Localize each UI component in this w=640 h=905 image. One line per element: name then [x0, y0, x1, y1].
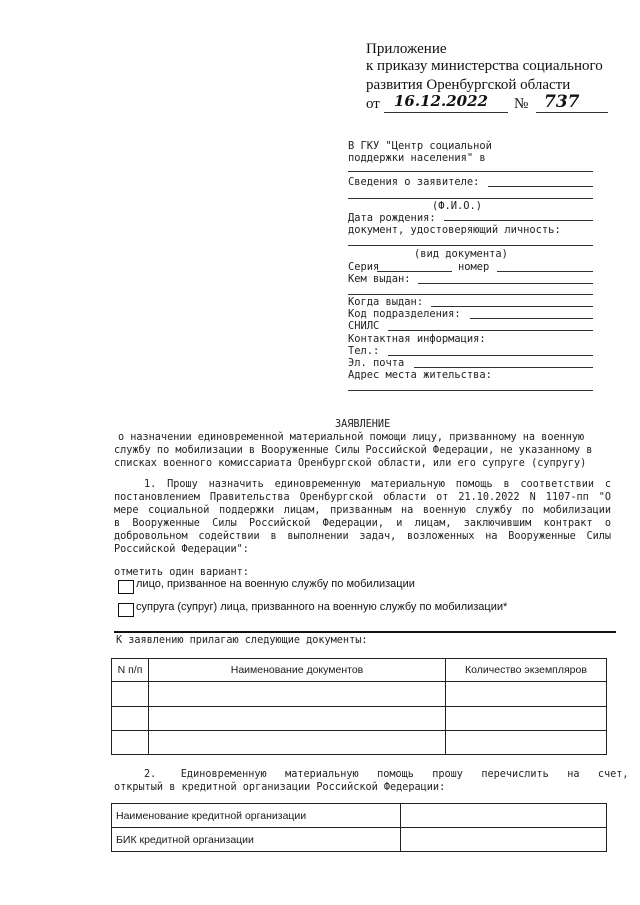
applicant-name-field	[348, 198, 593, 199]
dept-code-label: Код подразделения:	[348, 308, 461, 320]
issued-by-field-2	[348, 294, 593, 295]
paragraph1-line-1: 1. Прошу назначить единовременную материальную помощь в соответствии с	[144, 479, 611, 490]
email-label: Эл. почта	[348, 357, 405, 369]
bank-table	[111, 803, 607, 852]
recipient-line-blank	[348, 171, 593, 172]
col-number-header: N п/п	[112, 659, 149, 682]
table-row	[112, 731, 607, 755]
table-cell[interactable]	[446, 731, 607, 755]
email-field	[414, 367, 593, 368]
bank-name-label: Наименование кредитной организации	[112, 804, 401, 828]
header-line-3: развития Оренбургской области	[366, 77, 571, 93]
table-row	[112, 828, 607, 852]
option-spouse-checkbox[interactable]	[118, 603, 134, 617]
address-field	[348, 390, 593, 391]
contact-label: Контактная информация:	[348, 333, 486, 345]
paragraph1-line-2: постановлением Правительства Оренбургской области от 21.10.2022 N 1107-пп "О	[114, 492, 611, 503]
snils-field	[388, 330, 593, 331]
id-document-label: документ, удостоверяющий личность:	[348, 224, 561, 236]
order-number-prefix: №	[514, 96, 529, 112]
statement-subtitle-3: списках военного комиссариата Оренбургской области, или его супруге (супругу)	[114, 458, 587, 469]
bank-bik-value[interactable]	[401, 828, 607, 852]
order-date-handwritten: 16.12.2022	[394, 92, 488, 110]
paragraph1-line-5: добровольном содействии в выполнении задач, возложенных на Вооруженные Силы	[114, 531, 611, 542]
table-cell[interactable]	[149, 707, 446, 731]
col-doc-name-header: Наименование документов	[149, 659, 446, 682]
birth-date-field	[444, 220, 593, 221]
issued-when-field	[431, 306, 593, 307]
table-cell[interactable]	[112, 731, 149, 755]
phone-field	[388, 355, 593, 356]
number-field	[497, 271, 593, 272]
applicant-info-field	[488, 186, 593, 187]
issued-by-label: Кем выдан:	[348, 273, 411, 285]
option-mobilized-checkbox[interactable]	[118, 580, 134, 594]
order-number-handwritten: 737	[544, 92, 580, 112]
id-document-field	[348, 245, 593, 246]
section-divider	[114, 631, 616, 633]
bank-bik-label: БИК кредитной организации	[112, 828, 401, 852]
dept-code-field	[470, 318, 593, 319]
table-row	[112, 804, 607, 828]
statement-subtitle-2: службу по мобилизации в Вооруженные Силы Российской Федерации, не указанному в	[114, 445, 593, 456]
order-date-prefix: от	[366, 96, 380, 112]
options-prompt: отметить один вариант:	[114, 567, 249, 578]
order-number-line	[536, 112, 608, 113]
table-cell[interactable]	[149, 731, 446, 755]
documents-intro: К заявлению прилагаю следующие документы:	[116, 635, 368, 646]
paragraph1-line-6: Российской Федерации":	[114, 544, 249, 555]
paragraph1-line-3: мере социальной поддержки лицам, призванным на военную службу по мобилизации	[114, 505, 611, 516]
recipient-line-1: В ГКУ "Центр социальной	[348, 140, 492, 152]
paragraph2-line-2: открытый в кредитной организации Российской Федерации:	[114, 782, 446, 793]
applicant-info-label: Сведения о заявителе:	[348, 176, 480, 188]
table-cell[interactable]	[446, 707, 607, 731]
paragraph1-line-4: в Вооруженные Силы Российской Федерации, и лицам, заключившим контракт о	[114, 518, 611, 529]
table-header-row	[112, 659, 607, 682]
header-line-1: Приложение	[366, 41, 447, 57]
birth-date-label: Дата рождения:	[348, 212, 436, 224]
table-cell[interactable]	[112, 707, 149, 731]
phone-label: Тел.:	[348, 345, 380, 357]
order-date-line	[384, 112, 508, 113]
series-label: Серия	[348, 261, 380, 273]
statement-subtitle-1: о назначении единовременной материальной помощи лицу, призванному на военную	[118, 432, 585, 443]
table-row	[112, 707, 607, 731]
number-label: номер	[458, 261, 490, 273]
statement-heading: ЗАЯВЛЕНИЕ	[335, 419, 391, 430]
recipient-line-2: поддержки населения" в	[348, 152, 486, 164]
doc-type-caption: (вид документа)	[414, 248, 508, 260]
fio-caption: (Ф.И.О.)	[432, 200, 483, 212]
documents-table	[111, 658, 607, 755]
table-cell[interactable]	[149, 682, 446, 707]
issued-when-label: Когда выдан:	[348, 296, 424, 308]
address-label: Адрес места жительства:	[348, 369, 492, 381]
table-row	[112, 682, 607, 707]
col-quantity-header: Количество экземпляров	[446, 659, 607, 682]
header-line-2: к приказу министерства социального	[366, 58, 603, 74]
table-cell[interactable]	[112, 682, 149, 707]
paragraph2-line-1: 2. Единовременную материальную помощь прошу перечислить на счет,	[144, 769, 629, 780]
series-field	[377, 271, 452, 272]
snils-label: СНИЛС	[348, 320, 380, 332]
option-spouse-label: супруга (супруг) лица, призванного на военную службу по мобилизации*	[136, 601, 508, 613]
bank-name-value[interactable]	[401, 804, 607, 828]
table-cell[interactable]	[446, 682, 607, 707]
option-mobilized-label: лицо, призванное на военную службу по мобилизации	[136, 578, 415, 590]
issued-by-field	[418, 283, 593, 284]
